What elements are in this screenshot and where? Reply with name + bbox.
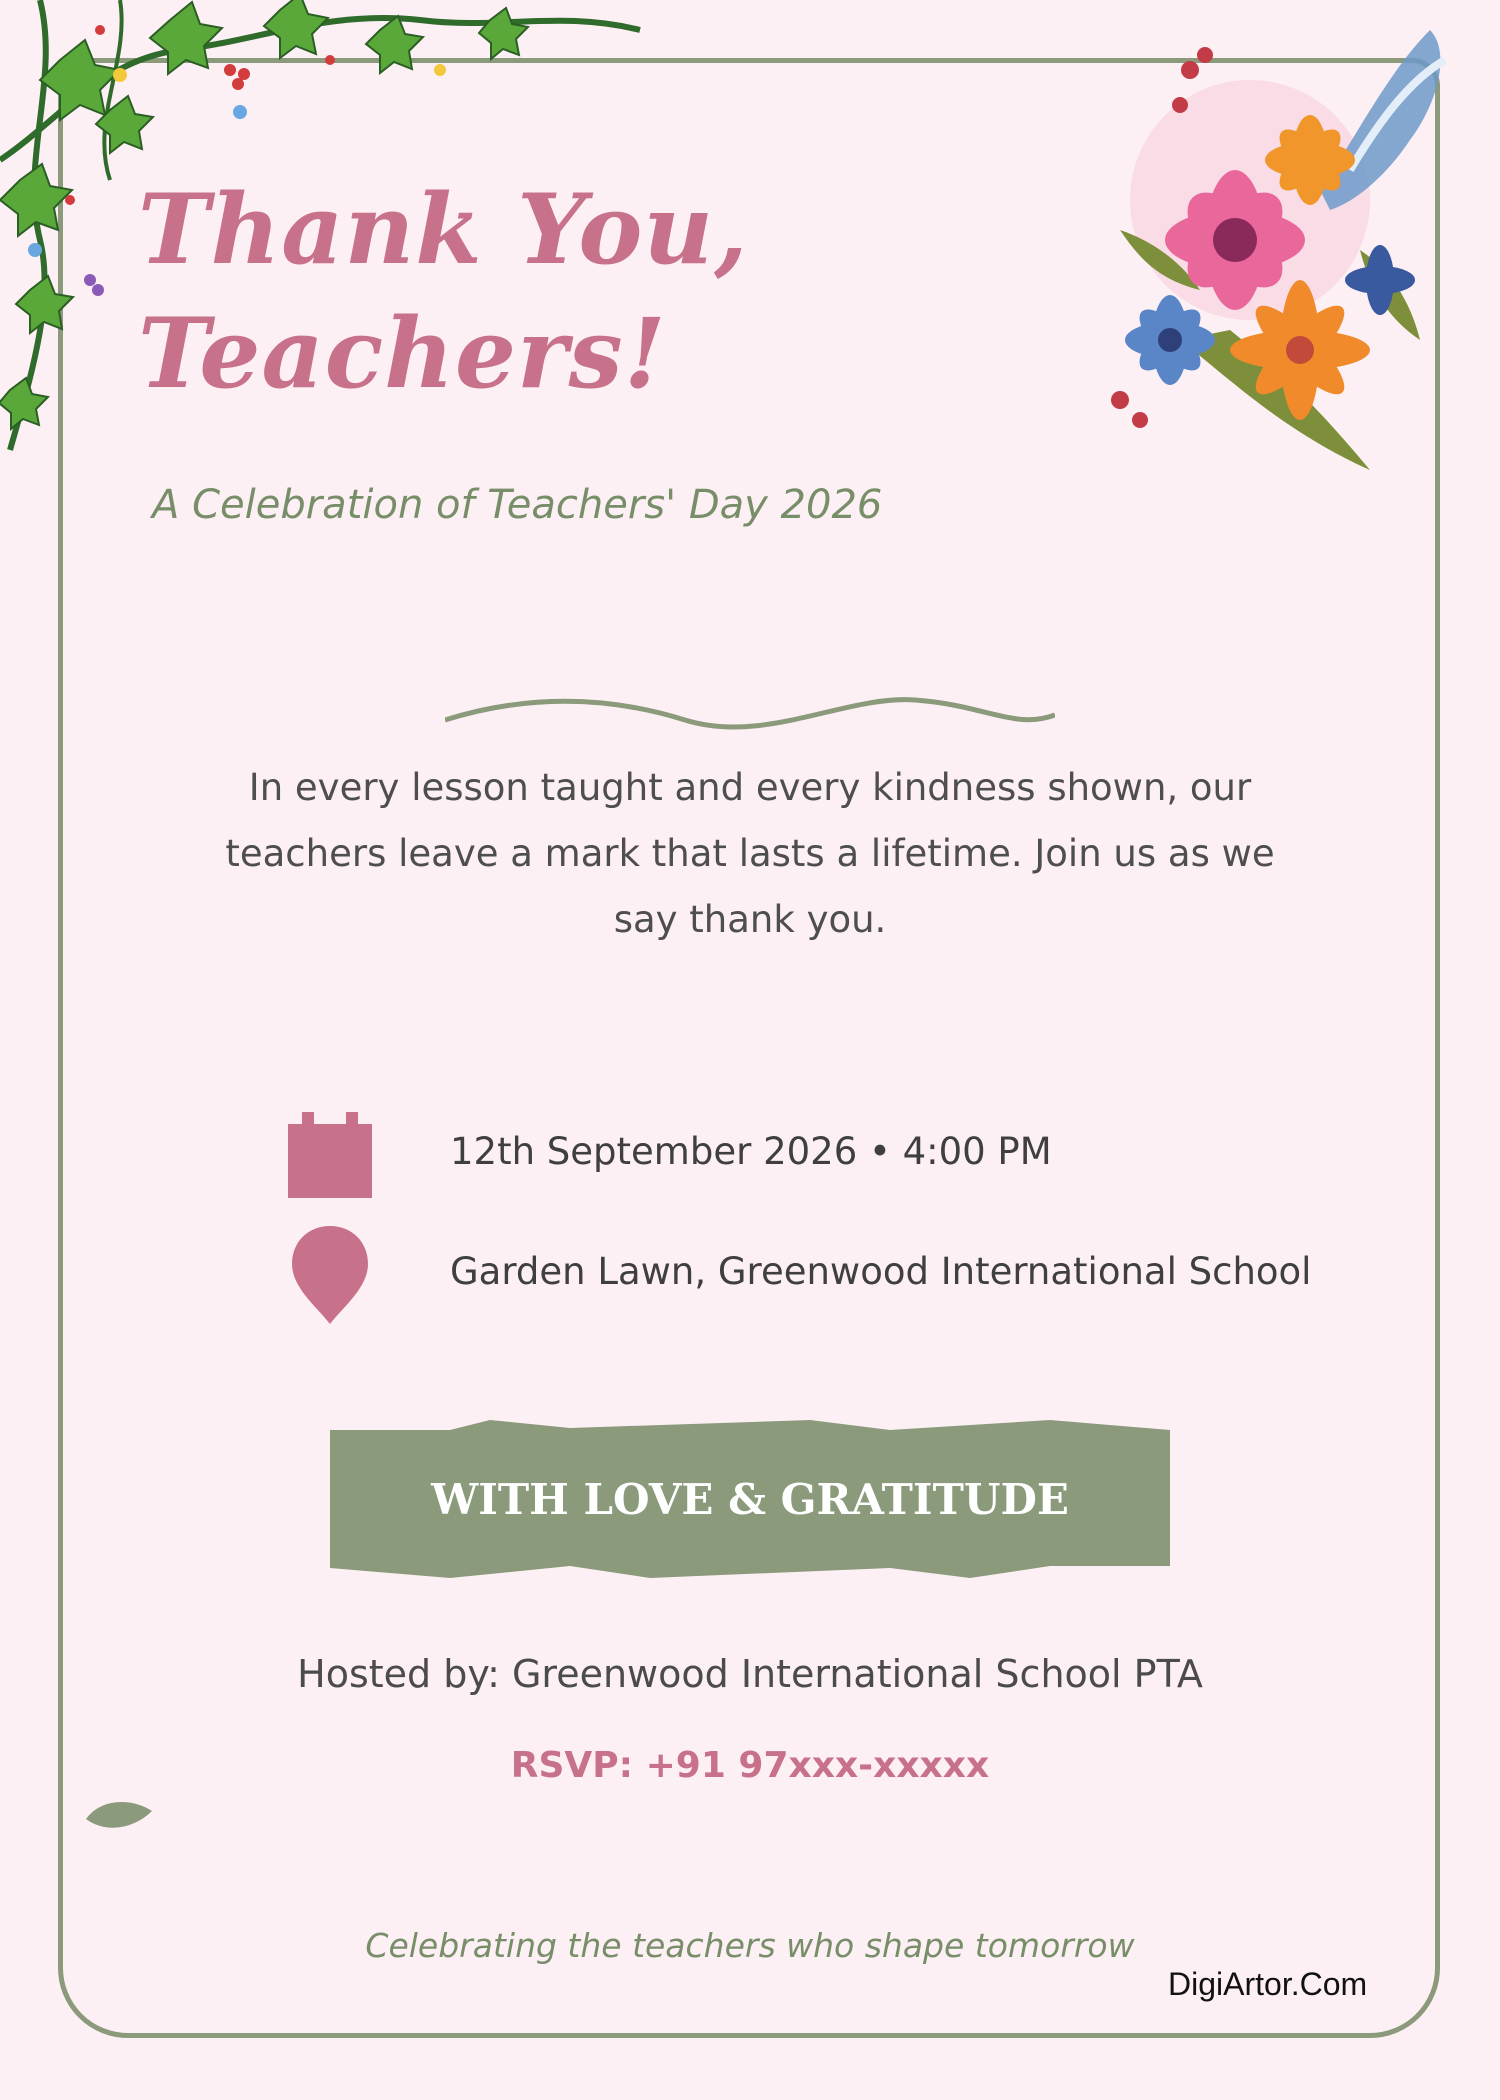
footer-tagline: Celebrating the teachers who shape tomorrow <box>365 1926 1135 1965</box>
rsvp-contact: RSVP: +91 97xxx-xxxxx <box>510 1745 990 1786</box>
map-pin-icon <box>292 1226 368 1324</box>
page-title <box>138 168 749 416</box>
title-line-1: Thank You, <box>138 173 749 286</box>
flower-bouquet-decoration <box>1060 10 1460 530</box>
watermark: DigiArtor.Com <box>1168 1966 1368 2002</box>
calendar-icon <box>288 1112 372 1198</box>
leaf-icon <box>86 1797 152 1833</box>
title-line-2: Teachers! <box>138 297 667 410</box>
subtitle: A Celebration of Teachers' Day 2026 <box>152 482 883 528</box>
event-venue: Garden Lawn, Greenwood International School <box>450 1250 1312 1293</box>
invitation-message: In every lesson taught and every kindness shown, our teachers leave a mark that lasts a lifetime. Join us as we say thank you. <box>225 766 1275 941</box>
wave-divider <box>445 690 1055 750</box>
hosted-by: Hosted by: Greenwood International School PTA <box>297 1652 1203 1696</box>
event-date-time: 12th September 2026 • 4:00 PM <box>450 1130 1052 1173</box>
gratitude-banner-text: WITH LOVE & GRATITUDE <box>431 1474 1069 1524</box>
